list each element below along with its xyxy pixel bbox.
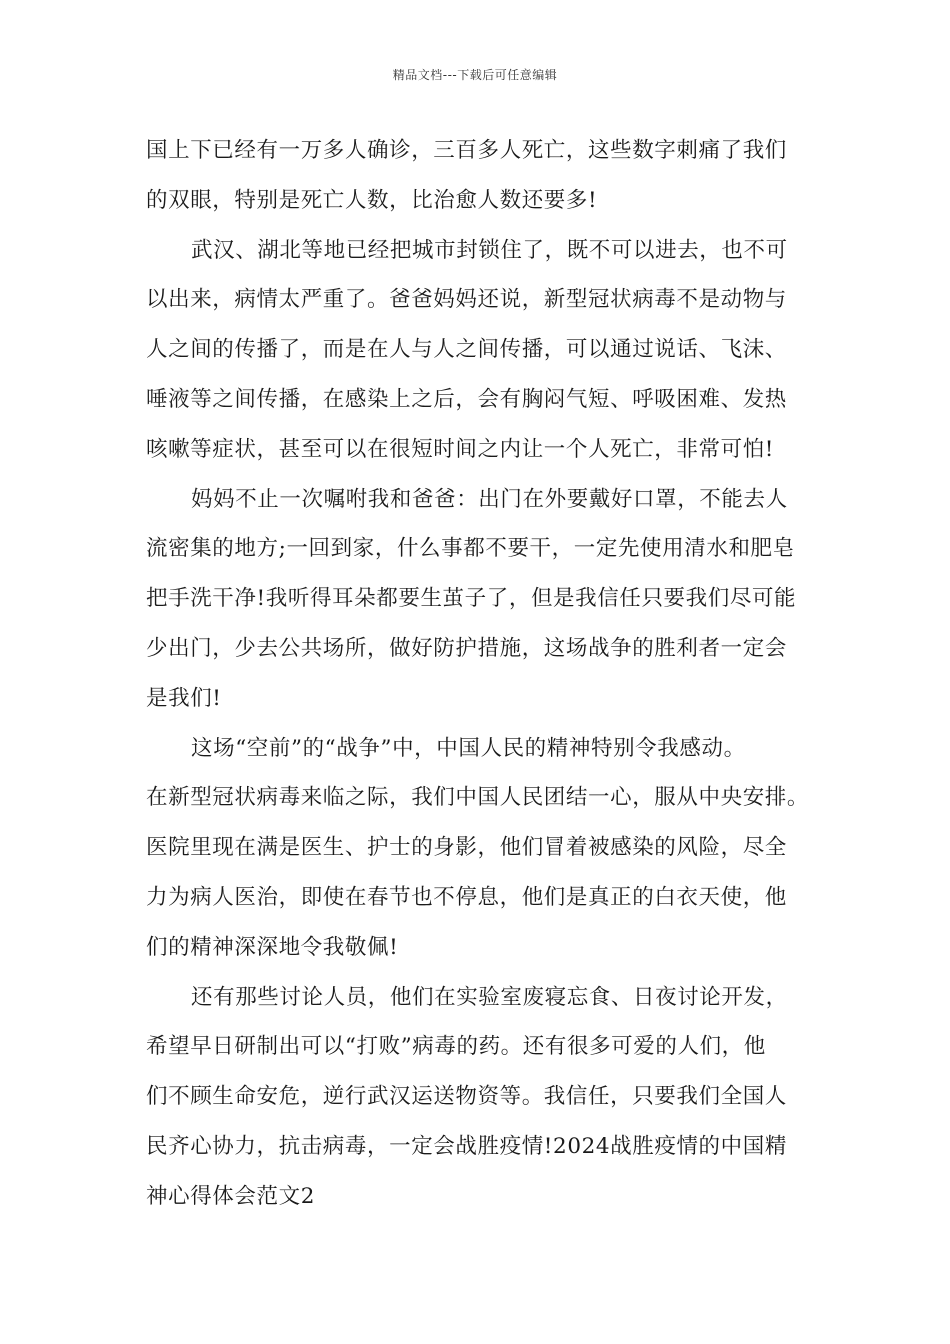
text-line: 力为病人医治，即使在春节也不停息，他们是真正的白衣天使，他 — [146, 884, 787, 910]
document-body — [146, 130, 816, 1226]
text-line: 神心得体会范文2 — [146, 1183, 315, 1209]
paragraph-start-line: 妈妈不止一次嘱咐我和爸爸：出门在外要戴好口罩，不能去人 — [191, 486, 788, 512]
text-line: 把手洗干净!我听得耳朵都要生茧子了，但是我信任只要我们尽可能 — [146, 586, 797, 612]
text-line: 医院里现在满是医生、护士的身影，他们冒着被感染的风险，尽全 — [146, 835, 787, 861]
text-line: 唾液等之间传播，在感染上之后，会有胸闷气短、呼吸困难、发热 — [146, 386, 787, 412]
page-header: 精品文档---下载后可任意编辑 — [392, 68, 558, 82]
text-line: 人之间的传播了，而是在人与人之间传播，可以通过说话、飞沫、 — [146, 337, 787, 363]
text-line: 希望早日研制出可以“打败”病毒的药。还有很多可爱的人们，他 — [146, 1034, 766, 1060]
paragraph-start-line: 还有那些讨论人员，他们在实验室废寝忘食、日夜讨论开发， — [191, 984, 788, 1010]
text-line: 以出来，病情太严重了。爸爸妈妈还说，新型冠状病毒不是动物与 — [146, 287, 787, 313]
text-line: 咳嗽等症状，甚至可以在很短时间之内让一个人死亡，非常可怕! — [146, 436, 775, 462]
text-line: 民齐心协力，抗击病毒，一定会战胜疫情!2024战胜疫情的中国精 — [146, 1133, 787, 1159]
text-line: 国上下已经有一万多人确诊，三百多人死亡，这些数字刺痛了我们 — [146, 138, 787, 163]
paragraph-start-line: 这场“空前”的“战争”中，中国人民的精神特别令我感动。 — [191, 735, 746, 761]
paragraph-start-line: 武汉、湖北等地已经把城市封锁住了，既不可以进去，也不可 — [191, 237, 788, 263]
text-line: 在新型冠状病毒来临之际，我们中国人民团结一心，服从中央安排。 — [146, 785, 810, 811]
text-line: 是我们! — [146, 685, 222, 711]
text-line: 们不顾生命安危，逆行武汉运送物资等。我信任，只要我们全国人 — [146, 1084, 787, 1110]
text-line: 少出门，少去公共场所，做好防护措施，这场战争的胜利者一定会 — [146, 635, 787, 661]
text-line: 流密集的地方;一回到家，什么事都不要干，一定先使用清水和肥皂 — [146, 536, 795, 562]
text-line: 的双眼，特别是死亡人数，比治愈人数还要多! — [146, 187, 598, 213]
text-line: 们的精神深深地令我敬佩! — [146, 934, 399, 960]
